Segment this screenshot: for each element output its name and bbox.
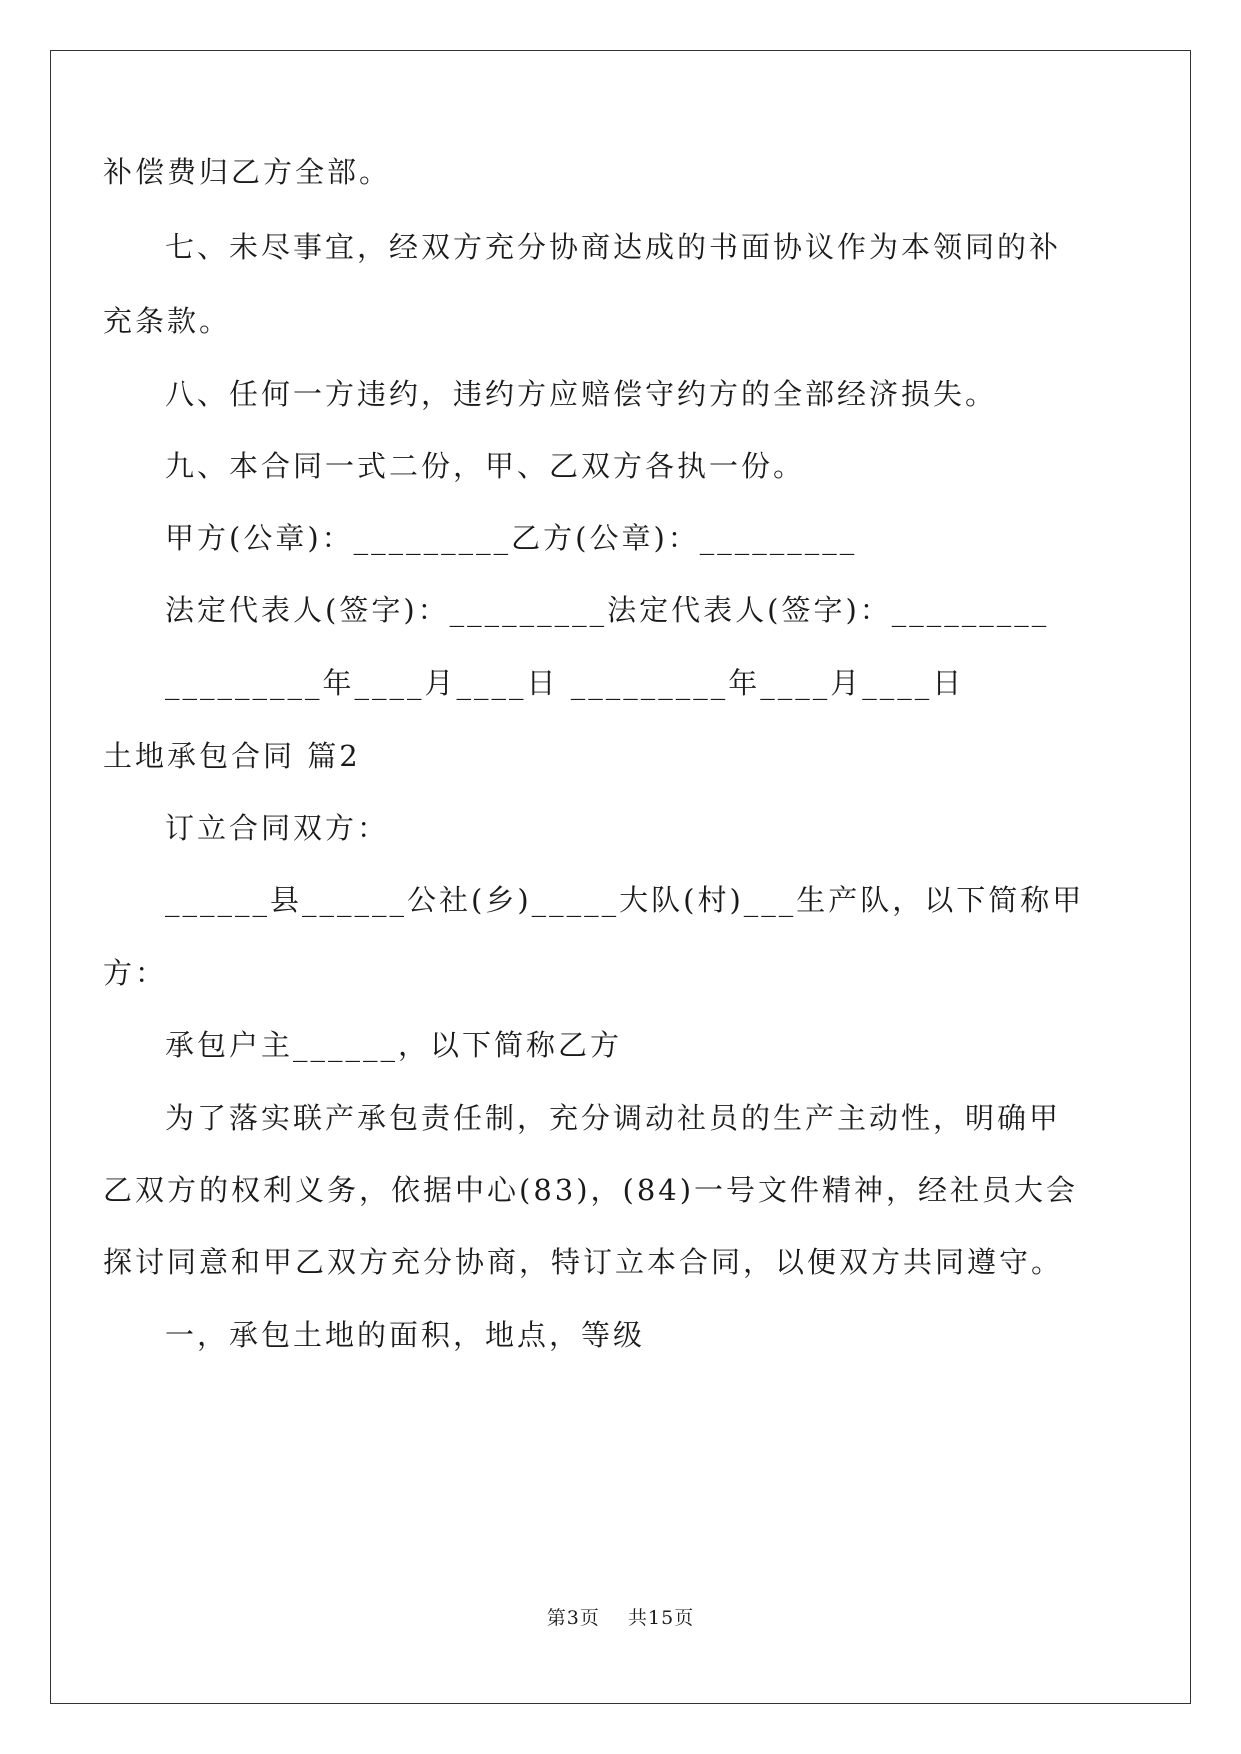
- signature-line: 法定代表人(签字)：_________法定代表人(签字)：_________: [165, 593, 1050, 627]
- text-line: 为了落实联产承包责任制，充分调动社员的生产主动性，明确甲: [165, 1101, 1062, 1135]
- text-line: 一，承包土地的面积，地点，等级: [165, 1318, 646, 1352]
- text-line: 补偿费归乙方全部。: [103, 155, 392, 189]
- text-line: 九、本合同一式二份，甲、乙双方各执一份。: [165, 449, 806, 483]
- signature-line: 甲方(公章)：_________乙方(公章)：_________: [165, 521, 858, 555]
- section-heading: 土地承包合同 篇2: [103, 739, 361, 773]
- text-line: 订立合同双方：: [165, 811, 390, 845]
- page-border: [50, 50, 1191, 1704]
- text-line: 承包户主______，以下简称乙方: [165, 1028, 623, 1062]
- page-footer: [0, 1606, 1241, 1630]
- text-line: 八、任何一方违约，违约方应赔偿守约方的全部经济损失。: [165, 377, 998, 411]
- text-line: ______县______公社(乡)_____大队(村)___生产队，以下简称甲: [165, 883, 1085, 917]
- text-line: 七、未尽事宜，经双方充分协商达成的书面协议作为本领同的补: [165, 230, 1062, 264]
- text-line: 乙双方的权利义务，依据中心(83)，(84)一号文件精神，经社员大会: [103, 1173, 1079, 1207]
- page-total: 共15页: [628, 1607, 695, 1629]
- date-line: _________年____月____日 _________年____月____日: [165, 666, 965, 700]
- text-line: 充条款。: [103, 304, 232, 338]
- page-number: 第3页: [546, 1607, 600, 1629]
- text-line: 方：: [103, 956, 168, 990]
- text-line: 探讨同意和甲乙双方充分协商，特订立本合同，以便双方共同遵守。: [103, 1245, 1064, 1279]
